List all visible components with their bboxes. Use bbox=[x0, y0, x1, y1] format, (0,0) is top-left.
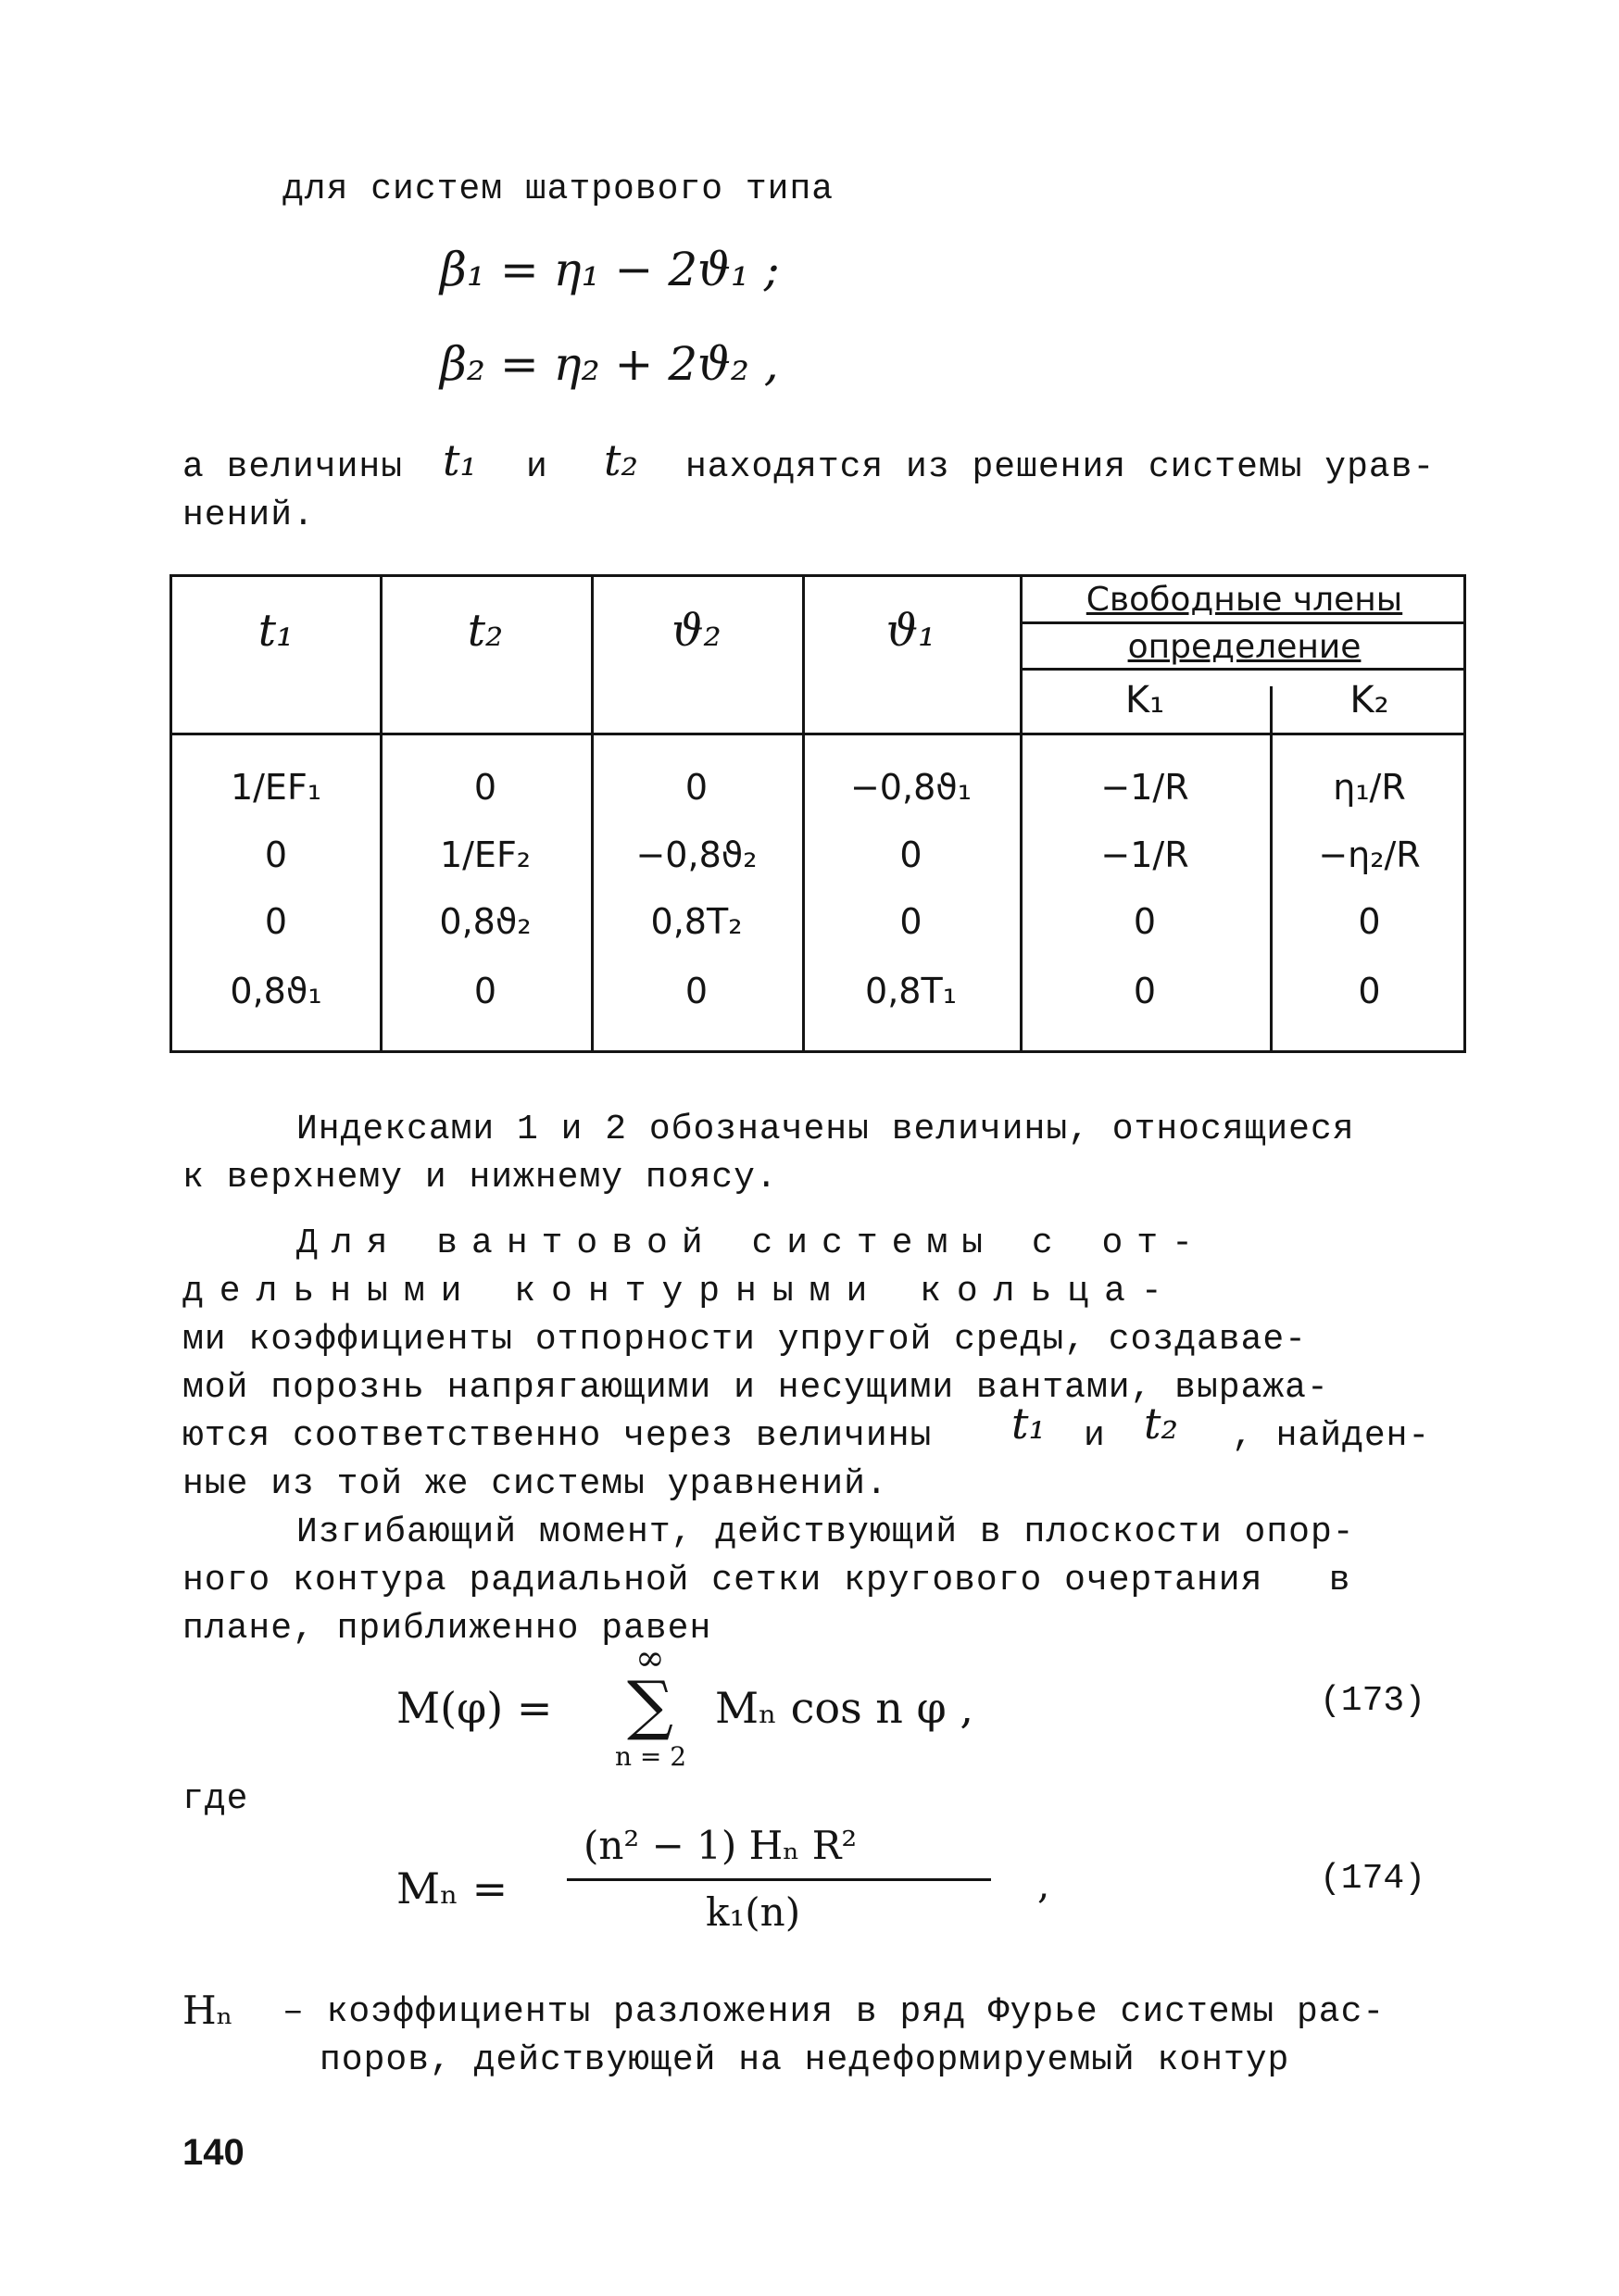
where-word: где bbox=[182, 1779, 249, 1819]
paragraph1-line2: к верхнему и нижнему поясу. bbox=[182, 1158, 778, 1198]
paragraph3-line3: плане, приближенно равен bbox=[182, 1609, 712, 1649]
header-t1: t₁ bbox=[257, 605, 295, 657]
values-text-wrap: нений. bbox=[182, 496, 315, 535]
eq174-number: (174) bbox=[1320, 1859, 1426, 1899]
paragraph2-line3: ми коэффициенты отпорности упругой среды, создавае- bbox=[182, 1320, 1307, 1360]
eq174-numerator: (n² − 1) Hₙ R² bbox=[584, 1823, 858, 1868]
table-cell: 1/EF₂ bbox=[439, 834, 532, 875]
paragraph2-line2: дельными контурными кольца- bbox=[182, 1272, 1178, 1311]
table-cell: 0,8T₂ bbox=[650, 901, 743, 942]
eq174-comma: , bbox=[1037, 1862, 1050, 1907]
equation-system-table bbox=[169, 574, 1466, 1053]
table-cell: 0 bbox=[1358, 901, 1381, 942]
t1-symbol-inline: t₁ bbox=[1011, 1399, 1046, 1449]
table-cell: η₁/R bbox=[1333, 767, 1406, 808]
hn-def-line2: поров, действующей на недеформируемый контур bbox=[320, 2040, 1290, 2080]
table-cell: −0,8ϑ₁ bbox=[849, 767, 973, 808]
intro-line: для систем шатрового типа bbox=[282, 169, 835, 209]
header-definition: определение bbox=[1127, 628, 1362, 666]
paragraph2-line1: Для вантовой системы с от- bbox=[296, 1223, 1207, 1263]
hn-def-line1: – коэффициенты разложения в ряд Фурье системы рас- bbox=[282, 1992, 1386, 2032]
eq173-sum-sign: ∑ bbox=[627, 1667, 673, 1743]
t2-symbol-inline: t₂ bbox=[1144, 1399, 1178, 1449]
formula-beta1: β₁ = η₁ − 2ϑ₁ ; bbox=[440, 243, 780, 296]
header-theta1: ϑ₁ bbox=[885, 605, 936, 657]
table-cell: 0,8ϑ₂ bbox=[439, 901, 532, 942]
eq173-number: (173) bbox=[1320, 1681, 1426, 1721]
and-word-inline: и bbox=[1084, 1416, 1106, 1456]
table-cell: 0 bbox=[473, 971, 497, 1011]
t1-symbol: t₁ bbox=[443, 435, 477, 485]
table-cell: 0 bbox=[899, 834, 922, 875]
table-divider bbox=[1020, 621, 1463, 624]
paragraph2-line4: мой порознь напрягающими и несущими вантами, выража- bbox=[182, 1368, 1329, 1408]
eq173-rhs: Mₙ cos n φ , bbox=[715, 1683, 974, 1733]
table-cell: 0 bbox=[899, 901, 922, 942]
eq173-lhs: M(φ) = bbox=[396, 1683, 553, 1733]
header-theta2: ϑ₂ bbox=[671, 605, 722, 657]
paragraph2-line5-end: , найден- bbox=[1232, 1416, 1431, 1456]
eq173-sum-top: ∞ bbox=[635, 1637, 665, 1678]
table-cell: 0,8T₁ bbox=[865, 971, 957, 1011]
formula-beta2: β₂ = η₂ + 2ϑ₂ , bbox=[440, 337, 779, 391]
table-cell: −1/R bbox=[1100, 834, 1189, 875]
table-cell: 0 bbox=[1133, 971, 1157, 1011]
header-free-terms: Свободные члены bbox=[1086, 581, 1403, 619]
header-k1: K₁ bbox=[1124, 679, 1165, 721]
table-header-divider bbox=[172, 733, 1463, 735]
table-cell: 0 bbox=[1133, 901, 1157, 942]
table-divider bbox=[1020, 668, 1463, 671]
and-word: и bbox=[526, 447, 548, 487]
eq173-sum-bottom: n = 2 bbox=[615, 1741, 687, 1772]
paragraph3-line1: Изгибающий момент, действующий в плоскости опор- bbox=[296, 1512, 1355, 1552]
paragraph1-line1: Индексами 1 и 2 обозначены величины, относящиеся bbox=[296, 1110, 1355, 1149]
table-cell: −η₂/R bbox=[1318, 834, 1421, 875]
table-cell: 0,8ϑ₁ bbox=[230, 971, 322, 1011]
page-number: 140 bbox=[182, 2132, 245, 2173]
eq174-fraction-bar bbox=[567, 1878, 991, 1881]
paragraph2-line5: ются соответственно через величины bbox=[182, 1416, 933, 1456]
table-cell: 0 bbox=[1358, 971, 1381, 1011]
table-cell: −1/R bbox=[1100, 767, 1189, 808]
table-cell: 0 bbox=[684, 767, 709, 808]
header-k2: K₂ bbox=[1349, 679, 1389, 721]
eq174-lhs: Mₙ = bbox=[396, 1863, 508, 1913]
table-cell: −0,8ϑ₂ bbox=[635, 834, 758, 875]
paragraph2-line6: ные из той же системы уравнений. bbox=[182, 1464, 888, 1504]
values-text-start: а величины bbox=[182, 447, 404, 487]
paragraph3-line2: ного контура радиальной сетки кругового очертания в bbox=[182, 1561, 1351, 1600]
header-t2: t₂ bbox=[467, 605, 504, 657]
table-cell: 0 bbox=[264, 901, 288, 942]
hn-symbol: Hₙ bbox=[182, 1988, 233, 2033]
table-cell: 0 bbox=[264, 834, 288, 875]
table-cell: 0 bbox=[473, 767, 497, 808]
eq174-denominator: k₁(n) bbox=[706, 1889, 801, 1935]
table-cell: 1/EF₁ bbox=[230, 767, 322, 808]
values-text-end: находятся из решения системы урав- bbox=[685, 447, 1436, 487]
t2-symbol: t₂ bbox=[604, 435, 638, 485]
table-cell: 0 bbox=[684, 971, 709, 1011]
